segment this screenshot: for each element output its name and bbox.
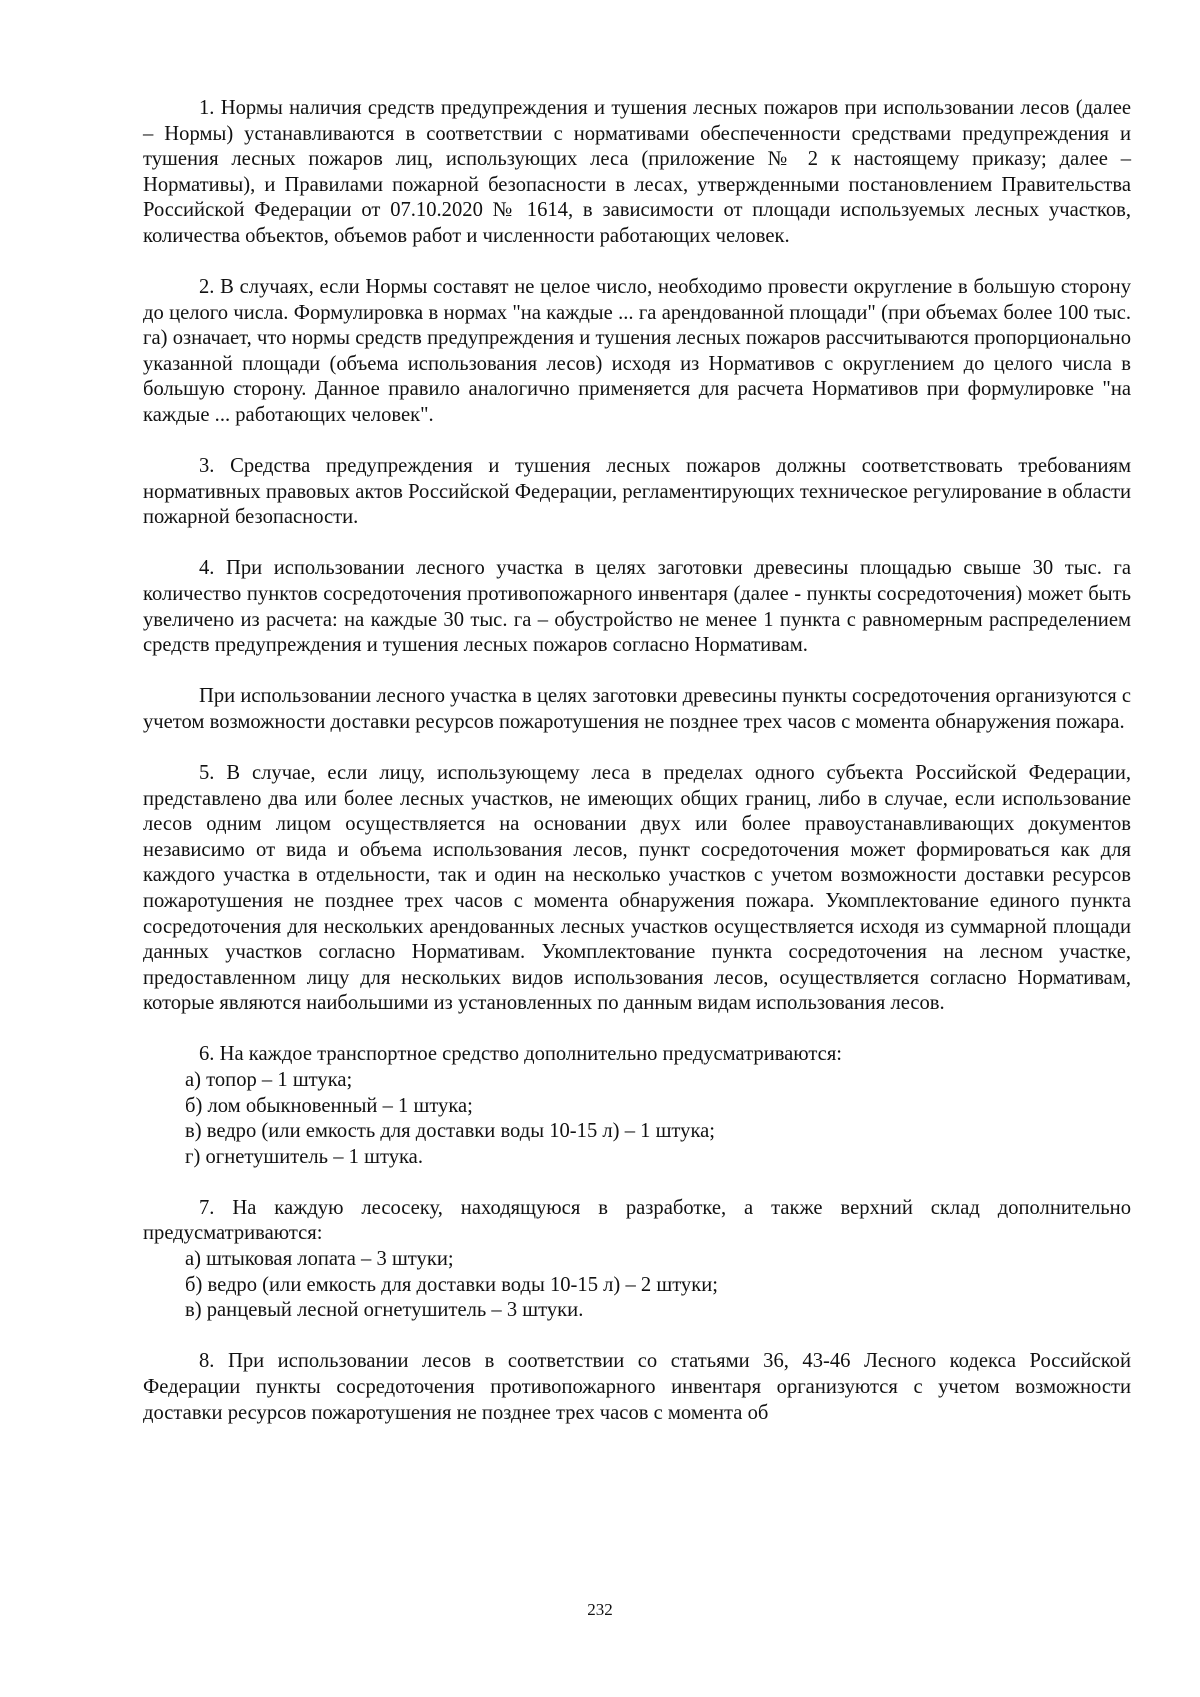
paragraph-2: 2. В случаях, если Нормы составят не целое число, необходимо провести округление в большую сторону до целого числа. Формулировка в нормах "на каждые ... га арендованной площади" (при объемах более 100 тыс. га) означает, что нормы средств предупреждения и тушения лесных пожаров рассчитываются пропорционально указанной площади (объема использования лесов) исходя из Нормативов с округлением до целого числа в большую сторону. Данное правило аналогично применяется для расчета Нормативов при формулировке "на каждые ... работающих человек". (143, 276, 1131, 427)
paragraph-1: 1. Нормы наличия средств предупреждения и тушения лесных пожаров при использовании лесов (далее – Нормы) устанавливаются в соответствии с нормативами обеспеченности средствами предупреждения и тушения лесных пожаров лиц, использующих леса (приложение № 2 к настоящему приказу; далее – Нормативы), и Правилами пожарной безопасности в лесах, утвержденными постановлением Правительства Российской Федерации от 07.10.2020 № 1614, в зависимости от площади используемых лесных участков, количества объектов, объемов работ и численности работающих человек. (143, 97, 1131, 247)
paragraph-4: 4. При использовании лесного участка в целях заготовки древесины площадью свыше 30 тыс. га количество пунктов сосредоточения противопожарного инвентаря (далее - пункты сосредоточения) может быть увеличено из расчета: на каждые 30 тыс. га – обустройство не менее 1 пункта с равномерным распределением средств предупреждения и тушения лесных пожаров согласно Нормативам. (143, 557, 1131, 657)
section-6-heading: 6. На каждое транспортное средство дополнительно предусматриваются: (199, 1043, 843, 1066)
section-7-item: в) ранцевый лесной огнетушитель – 3 штуки. (185, 1299, 584, 1322)
section-7-item: а) штыковая лопата – 3 штуки; (185, 1248, 454, 1271)
section-6-item: в) ведро (или емкость для доставки воды 10-15 л) – 1 штука; (185, 1120, 716, 1143)
section-6-item: г) огнетушитель – 1 штука. (185, 1145, 423, 1168)
section-6 (143, 1042, 1131, 1170)
paragraph-8: 8. При использовании лесов в соответствии со статьями 36, 43-46 Лесного кодекса Российской Федерации пункты сосредоточения противопожарного инвентаря организуются с учетом возможности доставки ресурсов пожаротушения не позднее трех часов с момента об (143, 1350, 1131, 1424)
section-7 (143, 1196, 1131, 1324)
paragraph-3: 3. Средства предупреждения и тушения лесных пожаров должны соответствовать требованиям нормативных правовых актов Российской Федерации, регламентирующих техническое регулирование в области пожарной безопасности. (143, 455, 1131, 529)
section-6-item: б) лом обыкновенный – 1 штука; (185, 1094, 473, 1117)
paragraph-4-continuation: При использовании лесного участка в целях заготовки древесины пункты сосредоточения организуются с учетом возможности доставки ресурсов пожаротушения не позднее трех часов с момента обнаружения пожара. (143, 685, 1131, 733)
section-6-item: а) топор – 1 штука; (185, 1069, 353, 1091)
page-number: 232 (587, 1600, 613, 1619)
document-page (143, 96, 1131, 1426)
section-7-heading: 7. На каждую лесосеку, находящуюся в разработке, а также верхний склад дополнительно предусматриваются: (143, 1196, 1131, 1245)
paragraph-5: 5. В случае, если лицу, использующему леса в пределах одного субъекта Российской Федерации, представлено два или более лесных участков, не имеющих общих границ, либо в случае, если использование лесов одним лицом осуществляется на основании двух или более правоустанавливающих документов независимо от вида и объема использования лесов, пункт сосредоточения может формироваться как для каждого участка в отдельности, так и один на несколько участков с учетом возможности доставки ресурсов пожаротушения не позднее трех часов с момента обнаружения пожара. Укомплектование единого пункта сосредоточения для нескольких арендованных лесных участков осуществляется исходя из суммарной площади данных участков согласно Нормативам. Укомплектование пункта сосредоточения на лесном участке, предоставленном лицу для нескольких видов использования лесов, осуществляется согласно Нормативам, которые являются наибольшими из установленных по данным видам использования лесов. (143, 761, 1131, 1015)
section-7-item: б) ведро (или емкость для доставки воды 10-15 л) – 2 штуки; (185, 1273, 718, 1296)
